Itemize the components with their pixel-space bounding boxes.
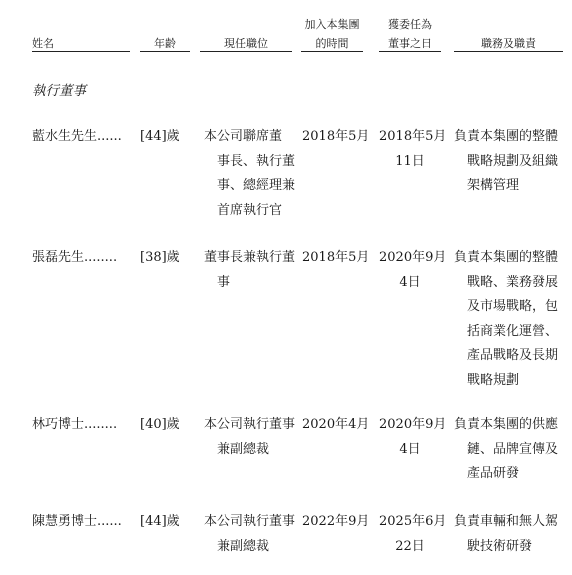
header-rule-age bbox=[140, 51, 190, 52]
position-line: 首席執行官 bbox=[217, 202, 283, 218]
appointed-line: 11日 bbox=[395, 153, 425, 169]
director-duties bbox=[454, 510, 558, 559]
appointed-line: 2020年9月 bbox=[379, 250, 447, 265]
header-joined bbox=[301, 15, 363, 53]
director-position bbox=[204, 510, 295, 559]
director-position bbox=[204, 246, 295, 295]
director-age: [40]歲 bbox=[140, 417, 180, 432]
director-age: [44]歲 bbox=[140, 514, 180, 529]
header-rule-name bbox=[32, 51, 130, 52]
appointed-line: 2025年6月 bbox=[379, 514, 447, 529]
duties-line: 產品戰略及長期 bbox=[467, 348, 559, 363]
appointed-line: 2020年9月 bbox=[379, 417, 447, 432]
position-line: 本公司執行董事 bbox=[204, 514, 296, 529]
director-appointed bbox=[379, 125, 447, 174]
position-line: 事長、執行董 bbox=[217, 153, 296, 169]
duties-line: 括商業化運營、 bbox=[467, 323, 559, 339]
director-name: 藍水生先生...... bbox=[32, 129, 122, 144]
director-position bbox=[204, 125, 295, 223]
position-line: 事、總經理兼 bbox=[217, 178, 296, 193]
position-line: 本公司聯席董 bbox=[204, 129, 283, 144]
header-age: 年齡 bbox=[154, 37, 176, 50]
appointed-line: 22日 bbox=[395, 538, 425, 554]
duties-line: 負責本集團的整體 bbox=[454, 129, 559, 144]
director-name: 陳慧勇博士...... bbox=[32, 514, 122, 529]
position-line: 兼副總裁 bbox=[217, 538, 270, 554]
director-age: [38]歲 bbox=[140, 250, 180, 265]
header-appointed-line2: 董事之日 bbox=[388, 37, 432, 50]
header-rule-duties bbox=[454, 51, 563, 52]
director-joined: 2018年5月 bbox=[302, 129, 370, 144]
director-appointed bbox=[379, 510, 447, 559]
position-line: 事 bbox=[217, 274, 231, 290]
director-appointed bbox=[379, 246, 447, 295]
section-title: 執行董事 bbox=[32, 83, 86, 99]
header-rule-position bbox=[200, 51, 292, 52]
appointed-line: 2018年5月 bbox=[379, 129, 447, 144]
duties-line: 負責車輛和無人駕 bbox=[454, 514, 559, 529]
appointed-line: 4日 bbox=[399, 274, 421, 290]
position-line: 董事長兼執行董 bbox=[204, 250, 296, 265]
header-position: 現任職位 bbox=[224, 37, 268, 50]
director-duties bbox=[454, 246, 558, 393]
director-joined: 2020年4月 bbox=[302, 417, 370, 432]
duties-line: 架構管理 bbox=[467, 178, 520, 193]
header-appointed-line1: 獲委任為 bbox=[388, 18, 432, 31]
appointed-line: 4日 bbox=[399, 441, 421, 457]
director-joined: 2022年9月 bbox=[302, 514, 370, 529]
director-duties bbox=[454, 413, 558, 487]
director-name: 張磊先生........ bbox=[32, 250, 118, 265]
position-line: 兼副總裁 bbox=[217, 441, 270, 457]
duties-line: 負責本集團的供應 bbox=[454, 417, 559, 432]
duties-line: 戰略、業務發展 bbox=[467, 274, 559, 290]
header-joined-line1: 加入本集團 bbox=[304, 18, 360, 31]
position-line: 本公司執行董事 bbox=[204, 417, 296, 432]
header-duties: 職務及職責 bbox=[481, 37, 536, 50]
duties-line: 戰略規劃 bbox=[467, 372, 520, 388]
duties-line: 負責本集團的整體 bbox=[454, 250, 559, 265]
duties-line: 及市場戰略，包 bbox=[467, 299, 559, 314]
header-name: 姓名 bbox=[32, 37, 54, 50]
header-rule-appointed bbox=[379, 51, 441, 52]
director-name: 林巧博士........ bbox=[32, 417, 118, 432]
duties-line: 戰略規劃及組織 bbox=[467, 153, 559, 169]
duties-line: 駛技術研發 bbox=[467, 538, 533, 554]
header-joined-line2: 的時間 bbox=[315, 37, 349, 50]
director-joined: 2018年5月 bbox=[302, 250, 370, 265]
duties-line: 鏈、品牌宣傳及 bbox=[467, 441, 559, 457]
director-position bbox=[204, 413, 295, 462]
director-age: [44]歲 bbox=[140, 129, 180, 144]
header-rule-joined bbox=[301, 51, 363, 52]
header-appointed bbox=[379, 15, 441, 53]
director-appointed bbox=[379, 413, 447, 462]
director-duties bbox=[454, 125, 558, 199]
duties-line: 產品研發 bbox=[467, 466, 520, 481]
